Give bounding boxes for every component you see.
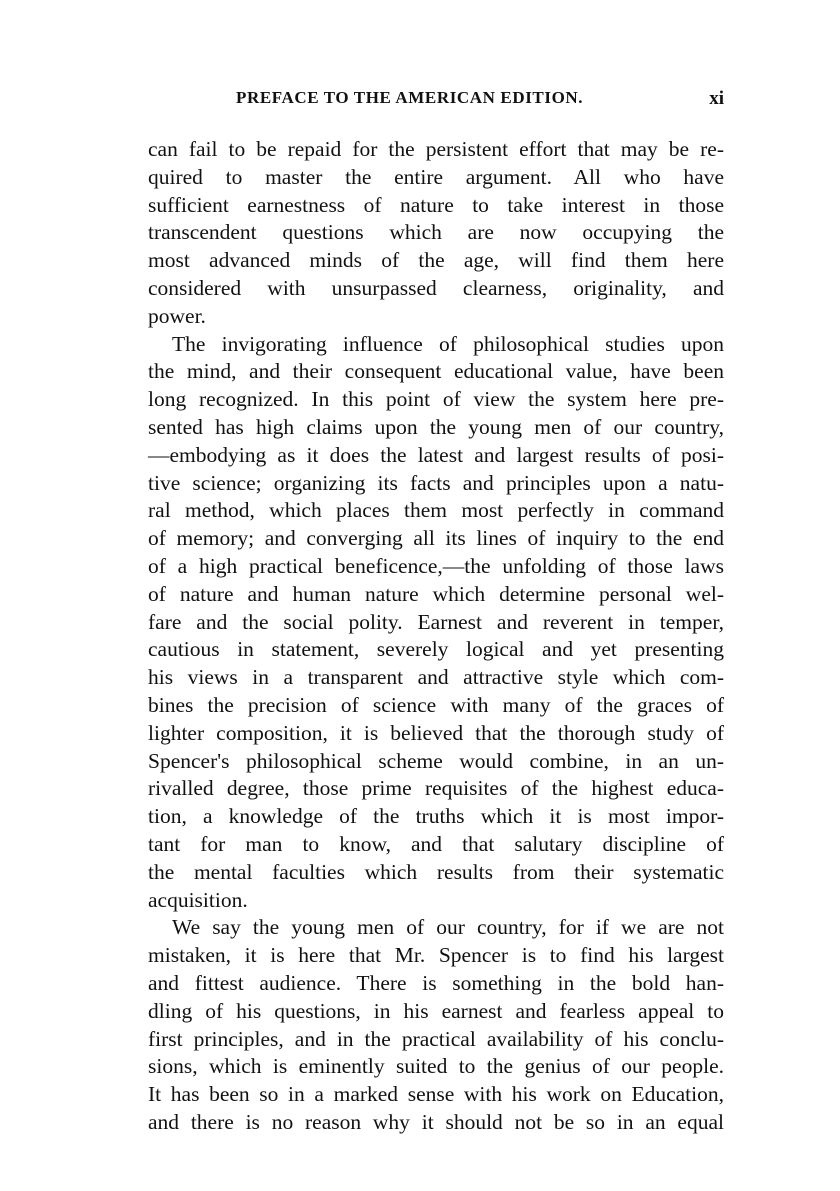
- text-line: sented has high claims upon the young men of our country,: [148, 414, 724, 439]
- text-line: can fail to be repaid for the persistent effort that may be re-: [148, 137, 724, 161]
- text-line: acquisition.: [148, 887, 248, 912]
- text-line: fare and the social polity. Earnest and reverent in temper,: [148, 609, 724, 634]
- text-line: transcendent questions which are now occupying the: [148, 220, 724, 245]
- paragraph: [148, 331, 724, 915]
- text-line: the mind, and their consequent educational value, have been: [148, 359, 724, 384]
- text-line: and fittest audience. There is something in the bold han-: [148, 970, 724, 995]
- text-line: of a high practical beneficence,—the unfolding of those laws: [148, 553, 724, 578]
- paragraph: [148, 136, 724, 331]
- text-line: Spencer's philosophical scheme would combine, in an un-: [148, 748, 724, 773]
- text-line: bines the precision of science with many of the graces of: [148, 692, 724, 717]
- text-line: sufficient earnestness of nature to take interest in those: [148, 192, 724, 217]
- text-line: cautious in statement, severely logical and yet presenting: [148, 637, 724, 662]
- paragraph: [148, 914, 724, 1136]
- text-line: The invigorating influence of philosophical studies upon: [172, 331, 724, 356]
- text-line: It has been so in a marked sense with his work on Education,: [148, 1082, 724, 1107]
- text-line: mistaken, it is here that Mr. Spencer is to find his largest: [148, 943, 724, 968]
- text-line: tive science; organizing its facts and principles upon a natu-: [148, 470, 724, 495]
- page-number: xi: [709, 88, 724, 109]
- text-line: lighter composition, it is believed that the thorough study of: [148, 720, 724, 745]
- text-line: of memory; and converging all its lines of inquiry to the end: [148, 526, 724, 551]
- text-line: considered with unsurpassed clearness, originality, and: [148, 275, 724, 300]
- body-text: [148, 136, 724, 1137]
- text-line: quired to master the entire argument. All who have: [148, 164, 724, 189]
- text-line: sions, which is eminently suited to the genius of our people.: [148, 1054, 724, 1079]
- text-line: first principles, and in the practical availability of his conclu-: [148, 1026, 724, 1051]
- page-header: [148, 88, 724, 116]
- text-line: tion, a knowledge of the truths which it is most impor-: [148, 804, 724, 829]
- text-line: We say the young men of our country, for if we are not: [172, 915, 724, 940]
- text-line: rivalled degree, those prime requisites of the highest educa-: [148, 776, 724, 801]
- text-line: the mental faculties which results from their systematic: [148, 859, 724, 884]
- text-line: long recognized. In this point of view the system here pre-: [148, 387, 724, 412]
- text-line: power.: [148, 303, 206, 328]
- text-line: dling of his questions, in his earnest and fearless appeal to: [148, 998, 724, 1023]
- text-line: and there is no reason why it should not be so in an equal: [148, 1109, 724, 1134]
- text-line: most advanced minds of the age, will find them here: [148, 248, 724, 273]
- text-line: his views in a transparent and attractive style which com-: [148, 665, 724, 690]
- text-line: ral method, which places them most perfectly in command: [148, 498, 724, 523]
- text-line: tant for man to know, and that salutary discipline of: [148, 831, 724, 856]
- text-line: of nature and human nature which determine personal wel-: [148, 581, 724, 606]
- text-line: —embodying as it does the latest and largest results of posi-: [148, 442, 724, 467]
- running-title: PREFACE TO THE AMERICAN EDITION.: [236, 88, 584, 107]
